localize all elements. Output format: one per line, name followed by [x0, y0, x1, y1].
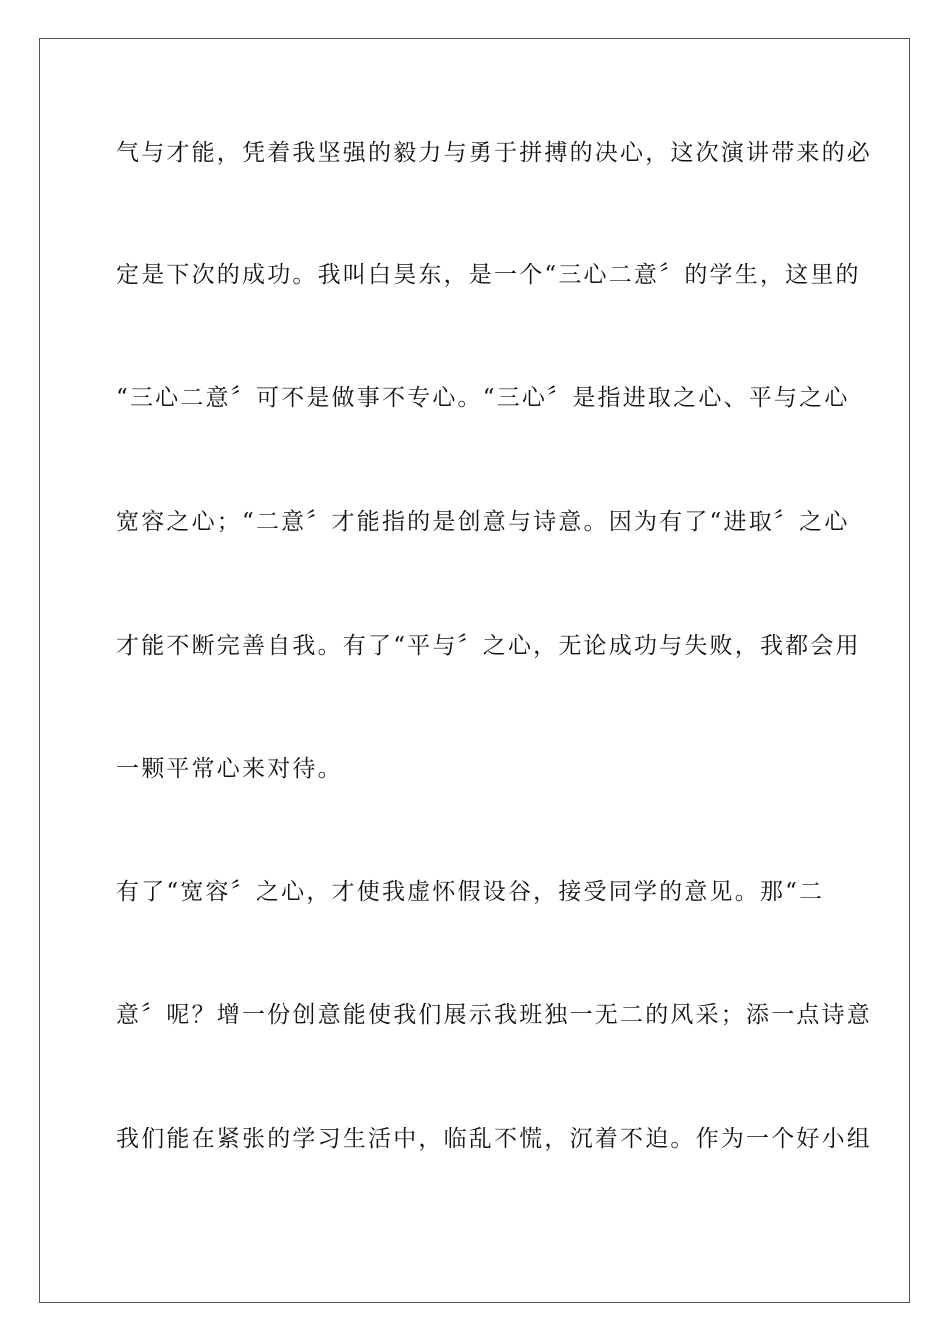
text-line: 才能不断完善自我。有了“平与〞之心，无论成功与失败，我都会用 — [116, 633, 861, 659]
text-line: 我们能在紧张的学习生活中，临乱不慌，沉着不迫。作为一个好小组 — [116, 1126, 872, 1152]
text-line: “三心二意〞可不是做事不专心。“三心〞是指进取之心、平与之心 — [116, 385, 850, 411]
text-line: 意〞呢？增一份创意能使我们展示我班独一无二的风采；添一点诗意 — [116, 1002, 872, 1028]
text-line: 宽容之心；“二意〞才能指的是创意与诗意。因为有了“进取〞之心 — [116, 509, 850, 535]
text-line: 气与才能，凭着我坚强的毅力与勇于拼搏的决心，这次演讲带来的必 — [116, 140, 872, 166]
text-line: 一颗平常心来对待。 — [116, 756, 343, 782]
text-line: 有了“宽容〞之心，才使我虚怀假设谷，接受同学的意见。那“二 — [116, 879, 825, 905]
text-line: 定是下次的成功。我叫白昊东，是一个“三心二意〞的学生，这里的 — [116, 262, 861, 288]
page-border — [39, 38, 910, 1303]
